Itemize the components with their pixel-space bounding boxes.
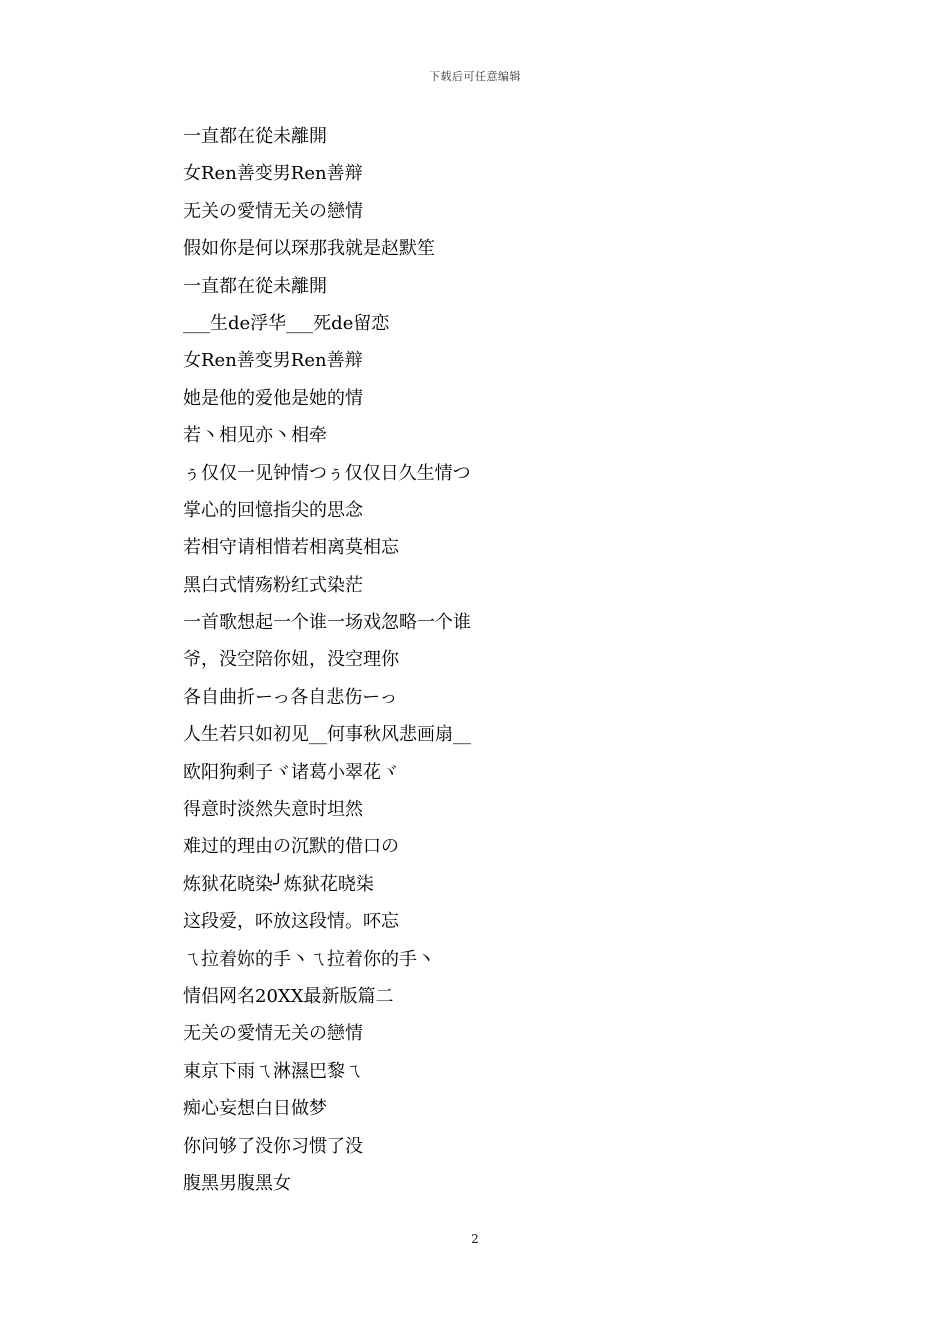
- list-item: 爷，没空陪你妞，没空理你: [183, 649, 399, 671]
- list-item: 女Ren善变男Ren善辩: [183, 350, 363, 372]
- list-item: 一首歌想起一个谁一场戏忽略一个谁: [183, 612, 471, 634]
- page-number: 2: [471, 1232, 479, 1246]
- nickname-list: [183, 122, 803, 1206]
- list-item: 她是他的爱他是她的情: [183, 387, 363, 409]
- list-item: 各自曲折ーっ各自悲伤ーっ: [183, 686, 398, 708]
- section-heading: 情侣网名20XX最新版篇二: [183, 985, 394, 1007]
- list-item: 假如你是何以琛那我就是赵默笙: [183, 238, 435, 260]
- list-item: 一直都在從未離開: [183, 275, 327, 297]
- list-item: 掌心的回憶指尖的思念: [183, 499, 363, 521]
- list-item: 得意时淡然失意时坦然: [183, 799, 363, 821]
- list-item: 人生若只如初见__何事秋风悲画扇__: [183, 724, 471, 746]
- list-item: 无关の愛情无关の戀情: [183, 200, 363, 222]
- list-item: 无关の愛情无关の戀情: [183, 1023, 363, 1045]
- list-item: 欧阳狗剩子ヾ诸葛小翠花ヾ: [183, 761, 399, 783]
- list-item: 若丶相见亦丶相牵: [183, 425, 327, 447]
- list-item: ㄟ拉着妳的手丶ㄟ拉着你的手丶: [183, 948, 435, 970]
- list-item: 女Ren善变男Ren善辩: [183, 163, 363, 185]
- list-item: 痴心妄想白日做梦: [183, 1098, 327, 1120]
- list-item: 炼狱花晓染╯炼狱花晓柒: [183, 873, 374, 895]
- list-item: 这段爱，吥放这段情。吥忘: [183, 911, 399, 933]
- list-item: 难过的理由の沉默的借口の: [183, 836, 399, 858]
- list-item: 腹黑男腹黑女: [183, 1172, 291, 1194]
- list-item: 一直都在從未離開: [183, 126, 327, 147]
- page-header: 下载后可任意编辑: [429, 70, 521, 83]
- list-item: 若相守请相惜若相离莫相忘: [183, 537, 399, 559]
- list-item: 東京下雨ㄟ淋濕巴黎ㄟ: [183, 1060, 363, 1082]
- list-item: ___生de浮华___死de留恋: [183, 312, 390, 334]
- list-item: 你问够了没你习惯了没: [183, 1135, 363, 1157]
- list-item: 黑白式情殇粉红式染茫: [183, 574, 363, 596]
- list-item: ぅ仅仅一见钟情つぅ仅仅日久生情つ: [183, 462, 471, 484]
